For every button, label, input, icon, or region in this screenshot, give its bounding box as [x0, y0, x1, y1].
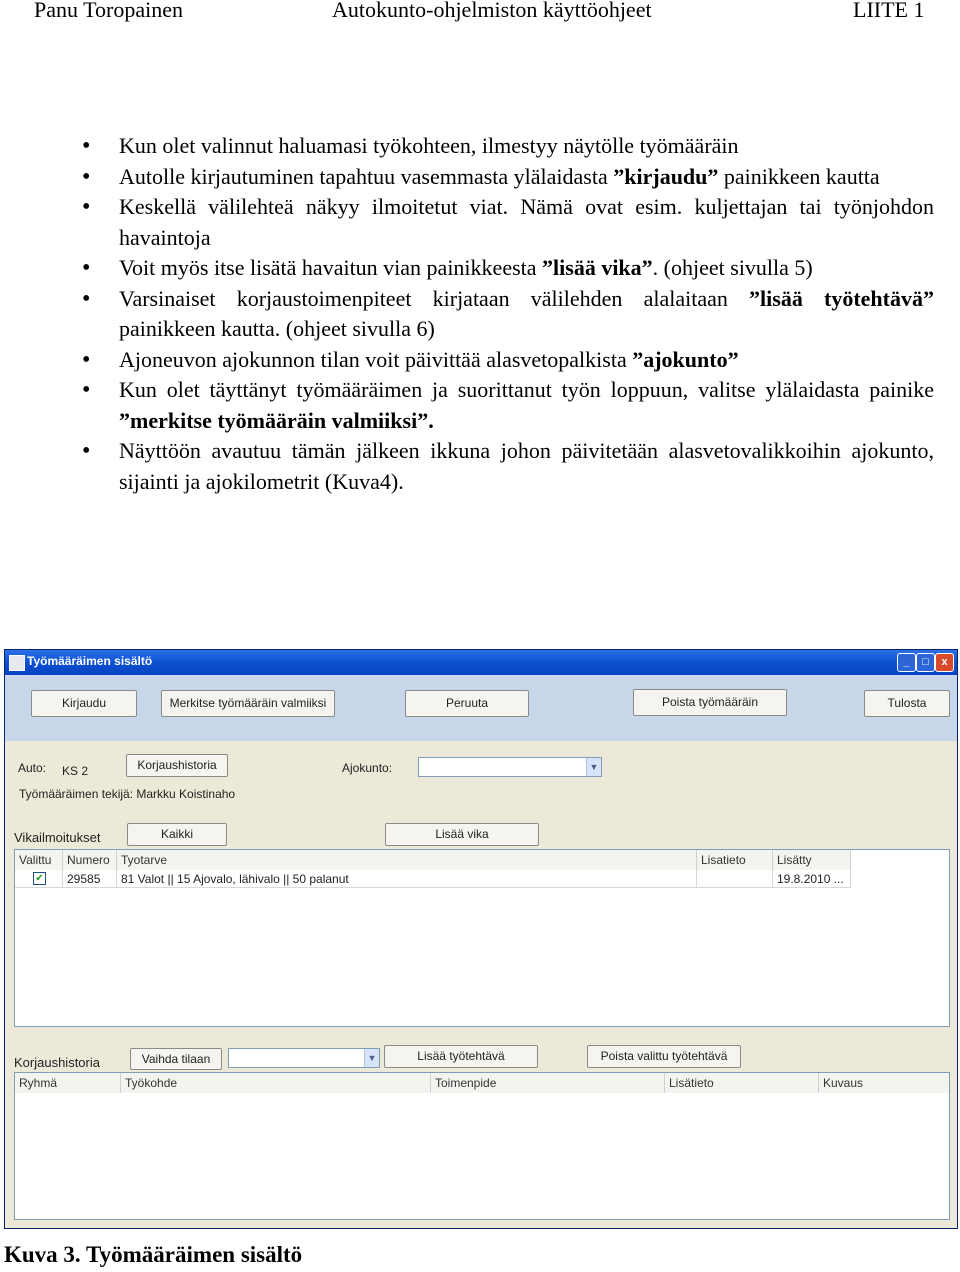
list-item: • Autolle kirjautuminen tapahtuu vasemmasta ylälaidasta ”kirjaudu” painikkeen kautta: [0, 162, 960, 193]
kaikki-button[interactable]: Kaikki: [127, 823, 227, 846]
korjaushistoria-table: [14, 1072, 950, 1220]
column-header-lisatty[interactable]: Lisätty: [773, 850, 851, 870]
ajokunto-dropdown[interactable]: [418, 757, 602, 777]
tila-dropdown[interactable]: [228, 1048, 380, 1068]
vikailmoitukset-table: [14, 849, 950, 1027]
work-order-window: [4, 649, 958, 1229]
column-header-valittu[interactable]: Valittu: [15, 850, 63, 870]
list-item: • Varsinaiset korjaustoimenpiteet kirjataan välilehden alalaitaan ”lisää työtehtävä” painikkeen kautta. (ohjeet sivulla 6): [0, 284, 960, 345]
column-header-ryhma[interactable]: Ryhmä: [15, 1073, 121, 1093]
header-author: Panu Toropainen: [34, 0, 183, 22]
tyotarve-cell: 81 Valot || 15 Ajovalo, lähivalo || 50 palanut: [117, 870, 697, 888]
toolbar: [5, 675, 957, 741]
header-title: Autokunto-ohjelmiston käyttöohjeet: [332, 0, 652, 22]
instruction-list: [0, 131, 960, 497]
tekija-label: Työmääräimen tekijä: Markku Koistinaho: [19, 787, 236, 801]
window-title: Työmääräimen sisältö: [27, 654, 153, 668]
chevron-down-icon: ▼: [364, 1049, 379, 1067]
figure-caption: Kuva 3. Työmääräimen sisältö: [4, 1242, 303, 1267]
list-item: • Näyttöön avautuu tämän jälkeen ikkuna johon päivitetään alasvetovalikkoihin ajokunto, sijainti ja ajokilometrit (Kuva4).: [0, 436, 960, 497]
window-icon: [9, 655, 25, 671]
merkitse-valmiiksi-button[interactable]: Merkitse työmääräin valmiiksi: [161, 690, 335, 717]
maximize-button[interactable]: □: [916, 653, 935, 672]
lisaa-vika-button[interactable]: Lisää vika: [385, 823, 539, 846]
column-header-kuvaus[interactable]: Kuvaus: [819, 1073, 949, 1093]
list-item: • Kun olet valinnut haluamasi työkohteen, ilmestyy näytölle työmääräin: [0, 131, 960, 162]
ajokunto-label: Ajokunto:: [342, 761, 393, 775]
tulosta-button[interactable]: Tulosta: [864, 690, 950, 717]
list-item: • Ajoneuvon ajokunnon tilan voit päivittää alasvetopalkista ”ajokunto”: [0, 345, 960, 376]
header-appendix: LIITE 1: [853, 0, 925, 22]
korjaushistoria-button[interactable]: Korjaushistoria: [126, 754, 228, 777]
vaihda-tilaan-button[interactable]: Vaihda tilaan: [130, 1048, 222, 1070]
column-header-tyokohde[interactable]: Työkohde: [121, 1073, 431, 1093]
column-header-numero[interactable]: Numero: [63, 850, 117, 870]
chevron-down-icon: ▼: [586, 758, 601, 776]
document-header: [0, 0, 960, 24]
numero-cell: 29585: [63, 870, 117, 888]
column-header-toimenpide[interactable]: Toimenpide: [431, 1073, 665, 1093]
poista-tyotehtava-button[interactable]: Poista valittu työtehtävä: [587, 1045, 741, 1068]
auto-value: KS 2: [62, 764, 89, 778]
column-header-lisatieto[interactable]: Lisatieto: [697, 850, 773, 870]
lisatty-cell: 19.8.2010 ...: [773, 870, 851, 888]
lisatieto-cell: [697, 870, 773, 888]
column-header-lisatieto[interactable]: Lisätieto: [665, 1073, 819, 1093]
minimize-button[interactable]: _: [897, 653, 916, 672]
list-item: • Voit myös itse lisätä havaitun vian painikkeesta ”lisää vika”. (ohjeet sivulla 5): [0, 253, 960, 284]
checkbox[interactable]: ✔: [33, 872, 46, 885]
korjaushistoria-section-label: Korjaushistoria: [14, 1055, 100, 1070]
column-header-tyotarve[interactable]: Tyotarve: [117, 850, 697, 870]
close-button[interactable]: x: [935, 653, 954, 672]
poista-tyomaarain-button[interactable]: Poista työmääräin: [633, 689, 787, 716]
window-titlebar: [5, 650, 957, 675]
list-item: • Keskellä välilehteä näkyy ilmoitetut viat. Nämä ovat esim. kuljettajan tai työnjohdon havaintoja: [0, 192, 960, 253]
lisaa-tyotehtava-button[interactable]: Lisää työtehtävä: [384, 1045, 538, 1068]
kirjaudu-button[interactable]: Kirjaudu: [31, 690, 137, 717]
auto-label: Auto:: [18, 761, 47, 775]
valittu-cell[interactable]: [15, 870, 63, 888]
vikailmoitukset-section-label: Vikailmoitukset: [14, 830, 101, 845]
list-item: • Kun olet täyttänyt työmääräimen ja suorittanut työn loppuun, valitse ylälaidasta painike ”merkitse työmääräin valmiiksi”.: [0, 375, 960, 436]
peruuta-button[interactable]: Peruuta: [405, 690, 529, 717]
